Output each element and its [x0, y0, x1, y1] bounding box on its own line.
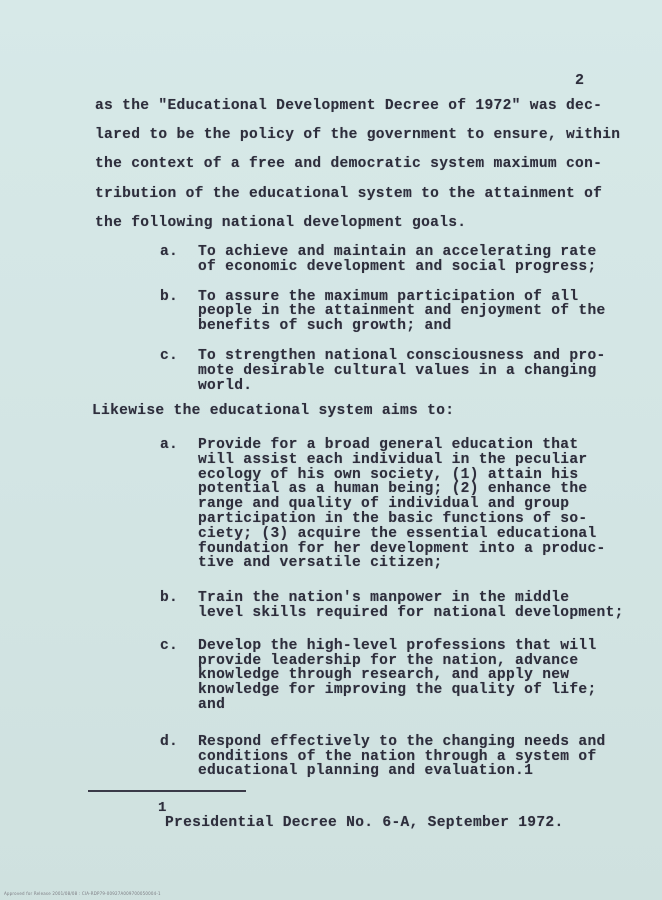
goal-line: of economic development and social progress;	[198, 258, 597, 275]
list-marker: a.	[160, 244, 179, 260]
list-marker: b.	[160, 288, 179, 305]
intro-line: the context of a free and democratic system maximum con-	[95, 156, 603, 173]
aim-text	[198, 591, 624, 621]
goal-line: To assure the maximum participation of all	[198, 288, 579, 305]
aim-line: tive and versatile citizen;	[198, 555, 443, 572]
aim-line: provide leadership for the nation, advance	[198, 652, 579, 669]
aim-item-c	[160, 639, 610, 713]
goal-line: mote desirable cultural values in a changing	[198, 362, 597, 379]
goal-line: world.	[198, 377, 253, 394]
aim-line: conditions of the nation through a system of	[198, 748, 597, 765]
goal-line: To achieve and maintain an accelerating rate	[198, 244, 597, 260]
aim-line: and	[198, 696, 226, 713]
goal-line: benefits of such growth; and	[198, 318, 452, 335]
intro-line: as the "Educational Development Decree of 1972" was dec-	[95, 98, 603, 114]
intro-line: the following national development goals.	[95, 214, 467, 231]
list-marker: c.	[160, 347, 179, 364]
goal-text	[198, 245, 597, 275]
aim-line: Provide for a broad general education that	[198, 437, 579, 453]
aim-line: Develop the high-level professions that will	[198, 637, 597, 654]
intro-paragraph	[95, 92, 621, 238]
goal-text	[198, 290, 606, 334]
aim-text	[198, 438, 606, 571]
list-marker: c.	[160, 637, 179, 654]
likewise-heading: Likewise the educational system aims to:	[92, 403, 455, 419]
goal-item-a	[160, 245, 600, 275]
aim-item-d	[160, 735, 610, 779]
aim-line: knowledge for improving the quality of life;	[198, 682, 597, 699]
aim-line: Respond effectively to the changing needs and	[198, 733, 606, 750]
goal-line: people in the attainment and enjoyment of the	[198, 303, 606, 320]
aim-line: participation in the basic functions of so-	[198, 510, 588, 527]
aim-line: educational planning and evaluation.1	[198, 763, 534, 780]
aim-item-b	[160, 590, 624, 621]
aim-text	[198, 735, 606, 779]
aims-list	[160, 437, 624, 780]
aim-line: range and quality of individual and group	[198, 496, 570, 513]
goals-list	[160, 244, 606, 408]
aim-item-a	[160, 438, 610, 571]
goal-item-c	[160, 347, 606, 394]
intro-line: lared to be the policy of the government to ensure, within	[95, 127, 621, 144]
page-number: 2	[575, 72, 585, 89]
aim-text	[198, 639, 597, 713]
goal-line: To strengthen national consciousness and pro-	[198, 347, 606, 364]
footnote-divider	[88, 790, 246, 792]
list-marker: b.	[160, 590, 179, 607]
footnote-text: Presidential Decree No. 6-A, September 1972.	[165, 815, 564, 831]
aim-line: potential as a human being; (2) enhance the	[198, 481, 588, 498]
intro-line: tribution of the educational system to the attainment of	[95, 185, 603, 202]
aim-line: knowledge through research, and apply new	[198, 667, 570, 684]
aim-line: foundation for her development into a produc-	[198, 540, 606, 557]
archive-stamp: Approved for Release 2001/08/08 : CIA-RDP79-00927A009700050004-1	[4, 891, 161, 896]
goal-text	[198, 349, 606, 393]
aim-line: level skills required for national development;	[198, 604, 624, 621]
aim-line: ecology of his own society, (1) attain his	[198, 466, 579, 483]
goal-item-b	[160, 288, 606, 335]
list-marker: a.	[160, 437, 179, 453]
aim-line: ciety; (3) acquire the essential educational	[198, 525, 597, 542]
footnote-mark: 1	[158, 800, 167, 816]
aim-line: Train the nation's manpower in the middle	[198, 590, 570, 607]
list-marker: d.	[160, 733, 179, 750]
aim-line: will assist each individual in the peculiar	[198, 451, 588, 468]
